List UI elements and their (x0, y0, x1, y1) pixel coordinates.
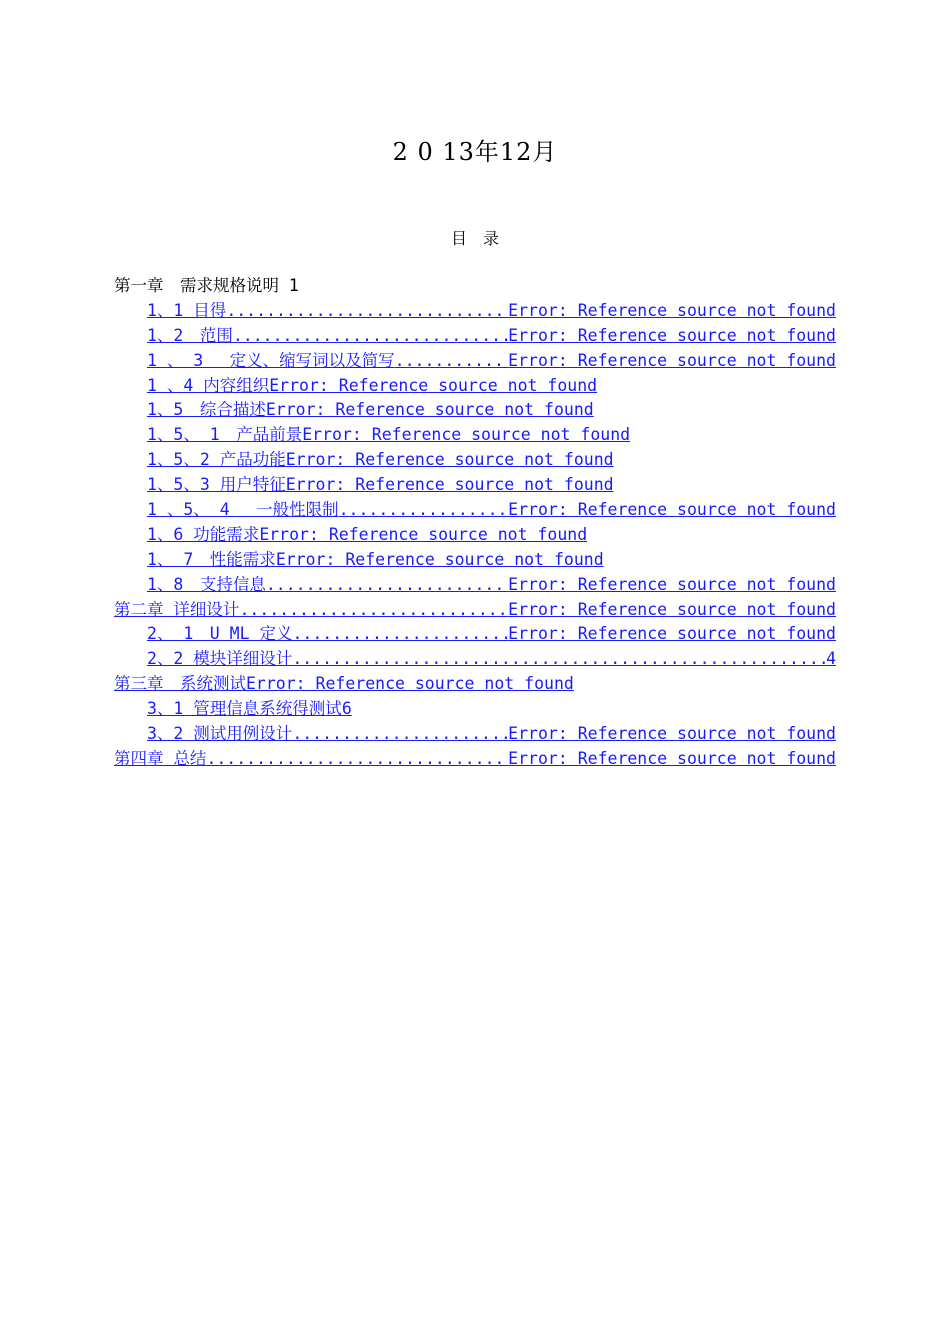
toc-entry-page: Error: Reference source not found (508, 500, 836, 520)
toc-heading: 目 录 (450, 229, 499, 248)
toc-entry-label: 1、6 功能需求 (147, 524, 260, 544)
toc-entry-page: Error: Reference source not found (285, 475, 614, 495)
toc-leader-dots (339, 498, 509, 523)
toc-entry-label: 第二章 详细设计 (114, 599, 240, 619)
toc-entry-label: 1、5、3 用户特征 (147, 475, 286, 495)
toc-entry-label: 1、5 综合描述 (147, 400, 266, 420)
toc-leader-dots (395, 349, 509, 374)
toc-leader-dots (292, 647, 826, 672)
toc-leader-dots (292, 622, 508, 647)
toc-entry-page: Error: Reference source not found (275, 549, 604, 569)
toc-leader-dots (292, 722, 508, 747)
toc-leader-dots (226, 299, 508, 324)
toc-entry[interactable] (147, 349, 836, 374)
toc-entry[interactable] (147, 548, 836, 573)
toc-entry[interactable] (147, 448, 836, 473)
toc-entry[interactable] (114, 747, 836, 772)
toc-entry-label: 1 、 3 定义、缩写词以及简写 (147, 350, 395, 370)
table-of-contents (114, 274, 836, 772)
toc-entry[interactable] (147, 622, 836, 647)
toc-entry-page: Error: Reference source not found (508, 350, 836, 370)
toc-entry[interactable] (147, 498, 836, 523)
toc-entry-label: 第一章 需求规格说明 1 (114, 276, 299, 295)
toc-entry-page: Error: Reference source not found (508, 624, 836, 644)
toc-entry-label: 1、1 目得 (147, 300, 227, 320)
toc-entry[interactable] (147, 722, 836, 747)
toc-entry[interactable] (147, 324, 836, 349)
toc-entry-page: Error: Reference source not found (508, 325, 836, 345)
toc-entry[interactable] (147, 523, 836, 548)
document-date: 2 0 13年12月 (392, 138, 558, 166)
toc-entry-label: 第四章 总结 (114, 748, 207, 768)
toc-leader-dots (206, 747, 508, 772)
toc-entry[interactable] (147, 423, 836, 448)
toc-entry-page: 6 (341, 699, 352, 719)
toc-entry[interactable] (147, 299, 836, 324)
toc-entry-page: Error: Reference source not found (508, 724, 836, 744)
toc-entry-page: Error: Reference source not found (246, 674, 574, 694)
toc-leader-dots (233, 324, 508, 349)
toc-entry-label: 2、2 模块详细设计 (147, 649, 293, 669)
toc-entry[interactable] (147, 374, 836, 399)
toc-entry-label: 3、2 测试用例设计 (147, 724, 293, 744)
toc-entry-label: 1、 7 性能需求 (147, 549, 276, 569)
toc-leader-dots (266, 573, 508, 598)
toc-entry[interactable] (147, 647, 836, 672)
toc-entry-page: Error: Reference source not found (285, 450, 614, 470)
toc-entry-label: 1、5、 1 产品前景 (147, 425, 303, 445)
toc-entry-page: Error: Reference source not found (302, 425, 631, 445)
toc-entry-page: Error: Reference source not found (508, 599, 836, 619)
toc-entry[interactable] (147, 398, 836, 423)
toc-entry-page: Error: Reference source not found (508, 574, 836, 594)
toc-entry (114, 274, 836, 299)
toc-entry-label: 2、 1 U ML 定义 (147, 624, 293, 644)
toc-entry[interactable] (147, 573, 836, 598)
toc-entry-page: Error: Reference source not found (508, 748, 836, 768)
toc-entry-page: Error: Reference source not found (269, 375, 598, 395)
toc-entry-label: 1、2 范围 (147, 325, 233, 345)
toc-entry[interactable] (147, 697, 836, 722)
toc-leader-dots (239, 598, 508, 623)
toc-entry-page: 4 (826, 649, 836, 669)
toc-entry-label: 1、5、2 产品功能 (147, 450, 286, 470)
toc-entry[interactable] (147, 473, 836, 498)
toc-entry-label: 3、1 管理信息系统得测试 (147, 699, 342, 719)
toc-entry[interactable] (114, 672, 836, 697)
toc-entry-page: Error: Reference source not found (265, 400, 594, 420)
toc-entry-label: 1 、5、 4 一般性限制 (147, 500, 339, 520)
toc-entry-page: Error: Reference source not found (508, 300, 836, 320)
toc-entry-label: 第三章 系统测试 (114, 674, 246, 694)
toc-entry-label: 1、8 支持信息 (147, 574, 266, 594)
toc-entry-label: 1 、4 内容组织 (147, 375, 270, 395)
toc-entry-page: Error: Reference source not found (259, 524, 588, 544)
toc-entry[interactable] (114, 598, 836, 623)
